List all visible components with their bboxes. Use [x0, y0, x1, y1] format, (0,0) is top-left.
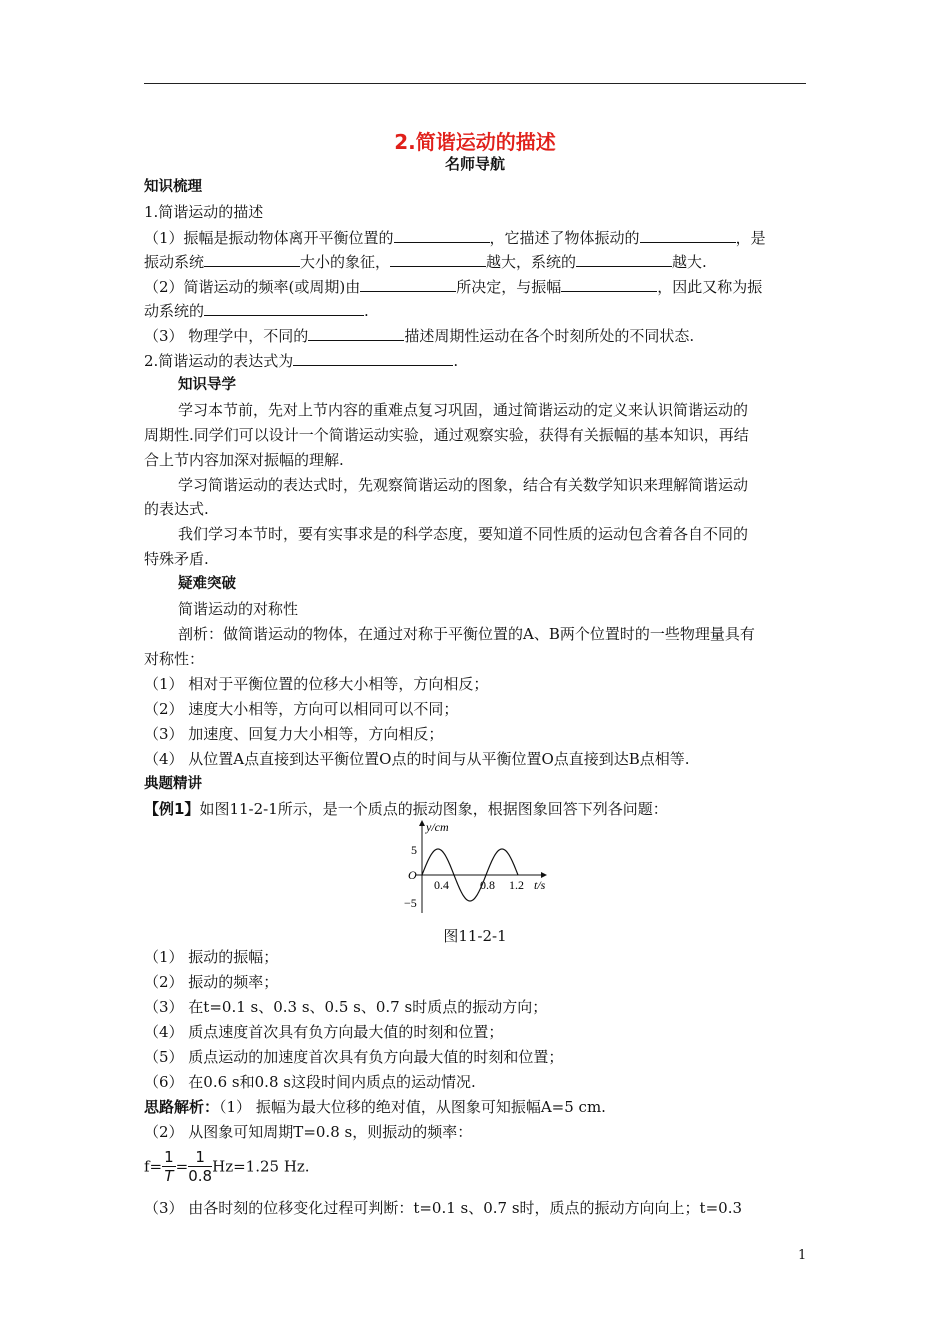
text: 越大，系统的	[486, 253, 577, 271]
zsdx-para-line: 周期性.同学们可以设计一个简谐运动实验，通过观察实验，获得有关振幅的基本知识，再结	[144, 426, 749, 444]
question: （1） 振动的振幅；	[144, 948, 279, 966]
ynpt-line: 简谐运动的对称性	[178, 600, 299, 618]
fill-blank[interactable]	[308, 325, 404, 341]
frequency-formula	[144, 1148, 809, 1190]
fill-blank[interactable]	[390, 251, 486, 267]
text: ，因此又称为振	[657, 278, 763, 296]
ynpt-line: （3） 加速度、回复力大小相等，方向相反；	[144, 725, 444, 743]
zsl-line-4	[144, 276, 809, 297]
text: 动系统的	[144, 302, 205, 320]
question: （3） 在t=0.1 s、0.3 s、0.5 s、0.7 s时质点的振动方向；	[144, 998, 548, 1016]
ynpt-line: （1） 相对于平衡位置的位移大小相等，方向相反；	[144, 675, 489, 693]
zsdx-para-line: 我们学习本节时，要有实事求是的科学态度，要知道不同性质的运动包含着各自不同的	[178, 525, 749, 543]
numerator: 1	[188, 1148, 212, 1167]
zsdx-para-line: 学习本节前，先对上节内容的重难点复习巩固，通过简谐运动的定义来认识简谐运动的	[178, 401, 749, 419]
text: （2）简谐运动的频率(或周期)由	[144, 278, 361, 296]
ytick-pos-label: 5	[411, 843, 417, 857]
text: .	[453, 352, 459, 370]
header-rule	[144, 83, 806, 84]
text: .	[364, 302, 369, 320]
ynpt-line: 对称性：	[144, 650, 205, 668]
text: f=	[144, 1157, 163, 1176]
fill-blank[interactable]	[360, 276, 456, 292]
page-title: 2.简谐运动的描述	[394, 130, 556, 154]
example-text: 如图11-2-1所示，是一个质点的振动图象，根据图象回答下列各问题：	[199, 800, 668, 818]
zsdx-para-line: 特殊矛盾.	[144, 550, 209, 568]
text: （3） 物理学中，不同的	[144, 327, 309, 345]
question: （2） 振动的频率；	[144, 973, 279, 991]
zsdx-para-line: 学习简谐运动的表达式时，先观察简谐运动的图象，结合有关数学知识来理解简谐运动	[178, 476, 749, 494]
figure-caption: 图11-2-1	[443, 927, 507, 945]
text: 描述周期性运动在各个时刻所处的不同状态.	[404, 327, 695, 345]
text: 2.简谐运动的表达式为	[144, 352, 294, 370]
fraction	[162, 1148, 176, 1185]
text: ，是	[735, 229, 766, 247]
ynpt-line: （4） 从位置A点直接到达平衡位置O点的时间与从平衡位置O点直接到达B点相等.	[144, 750, 690, 768]
fill-blank[interactable]	[204, 251, 300, 267]
example-prompt	[144, 799, 809, 819]
origin-label: O	[408, 868, 417, 882]
xtick-label: 0.8	[480, 878, 495, 892]
section-heading-ynpt: 疑难突破	[178, 576, 236, 592]
xtick-label: 1.2	[509, 878, 524, 892]
denominator: T	[164, 1167, 174, 1185]
text: Hz=1.25 Hz.	[212, 1157, 310, 1176]
text: =	[175, 1157, 189, 1176]
x-axis-label: t/s	[534, 878, 546, 892]
section-heading-zsdx: 知识导学	[178, 377, 236, 393]
fill-blank[interactable]	[394, 227, 490, 243]
zsl-line-3	[144, 251, 809, 272]
zsl-line-6	[144, 325, 809, 346]
vibration-graph	[396, 817, 556, 917]
fill-blank[interactable]	[561, 276, 657, 292]
fill-blank[interactable]	[293, 350, 453, 366]
fill-blank[interactable]	[204, 300, 364, 316]
fraction	[188, 1148, 212, 1185]
text: 振动系统	[144, 253, 205, 271]
y-axis-label: y/cm	[426, 820, 449, 834]
question: （5） 质点运动的加速度首次具有负方向最大值的时刻和位置；	[144, 1048, 564, 1066]
text: （1） 振幅为最大位移的绝对值，从图象可知振幅A=5 cm.	[219, 1098, 606, 1116]
solution-line-4: （3） 由各时刻的位移变化过程可判断：t=0.1 s、0.7 s时，质点的振动方向向上；t=0.3	[144, 1199, 743, 1217]
zsdx-para-line: 的表达式.	[144, 500, 209, 518]
text: 大小的象征，	[300, 253, 391, 271]
ynpt-line: 剖析：做简谐运动的物体，在通过对称于平衡位置的A、B两个位置时的一些物理量具有	[178, 625, 755, 643]
fill-blank[interactable]	[640, 227, 736, 243]
text: ，它描述了物体振动的	[489, 229, 640, 247]
xtick-label: 0.4	[434, 878, 449, 892]
zsl-line-5	[144, 300, 809, 321]
ynpt-line: （2） 速度大小相等，方向可以相同可以不同；	[144, 700, 459, 718]
solution-line-1	[144, 1097, 809, 1117]
text: 越大.	[672, 253, 707, 271]
example-label: 【例1】	[144, 800, 200, 818]
question: （6） 在0.6 s和0.8 s这段时间内质点的运动情况.	[144, 1073, 476, 1091]
fill-blank[interactable]	[576, 251, 672, 267]
numerator: 1	[164, 1148, 174, 1166]
zsl-line-2	[144, 227, 809, 248]
section-heading-zsl: 知识梳理	[144, 179, 202, 195]
zsl-line-1: 1.简谐运动的描述	[144, 203, 264, 221]
denominator: 0.8	[188, 1167, 213, 1185]
text: 所决定，与振幅	[456, 278, 562, 296]
text: （1）振幅是振动物体离开平衡位置的	[144, 229, 394, 247]
ytick-neg-label: −5	[404, 896, 417, 910]
solution-line-2: （2） 从图象可知周期T=0.8 s，则振动的频率：	[144, 1123, 473, 1141]
page-subtitle: 名师导航	[444, 155, 505, 173]
question: （4） 质点速度首次具有负方向最大值的时刻和位置；	[144, 1023, 504, 1041]
section-heading-dtjj: 典题精讲	[144, 776, 202, 792]
page-number: 1	[798, 1248, 807, 1263]
zsl-line-7	[144, 350, 809, 371]
solution-label: 思路解析：	[144, 1098, 220, 1116]
zsdx-para-line: 合上节内容加深对振幅的理解.	[144, 451, 344, 469]
